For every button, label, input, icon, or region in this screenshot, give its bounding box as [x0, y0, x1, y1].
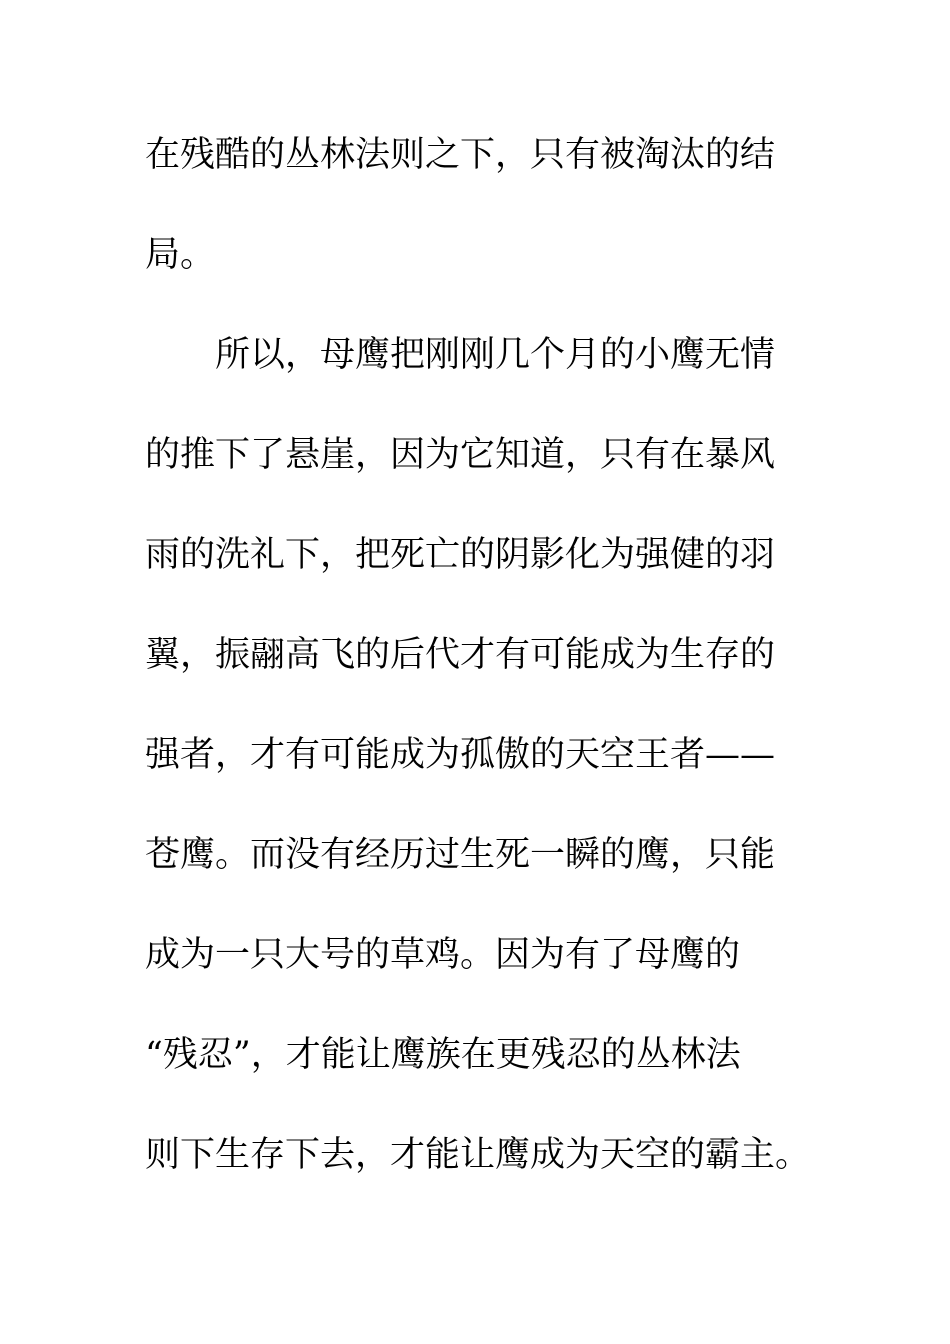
- text-line: 在残酷的丛林法则之下，只有被淘汰的结: [145, 135, 776, 175]
- text-line: 雨的洗礼下，把死亡的阴影化为强健的羽: [145, 535, 776, 575]
- text-line: 则下生存下去，才能让鹰成为天空的霸主。: [145, 1135, 811, 1175]
- text-line: 的推下了悬崖，因为它知道，只有在暴风: [145, 435, 776, 475]
- text-line: 局。: [145, 235, 216, 275]
- text-line: 苍鹰。而没有经历过生死一瞬的鹰，只能: [145, 835, 776, 875]
- text-line: 翼，振翮高飞的后代才有可能成为生存的: [145, 635, 776, 675]
- paragraph-first-line: 所以，母鹰把刚刚几个月的小鹰无情: [215, 335, 776, 375]
- body-text: [145, 120, 825, 1220]
- text-line: 成为一只大号的草鸡。因为有了母鹰的: [145, 935, 741, 975]
- text-line: “残忍”，才能让鹰族在更残忍的丛林法: [145, 1035, 741, 1075]
- text-line: 强者，才有可能成为孤傲的天空王者——: [145, 735, 776, 775]
